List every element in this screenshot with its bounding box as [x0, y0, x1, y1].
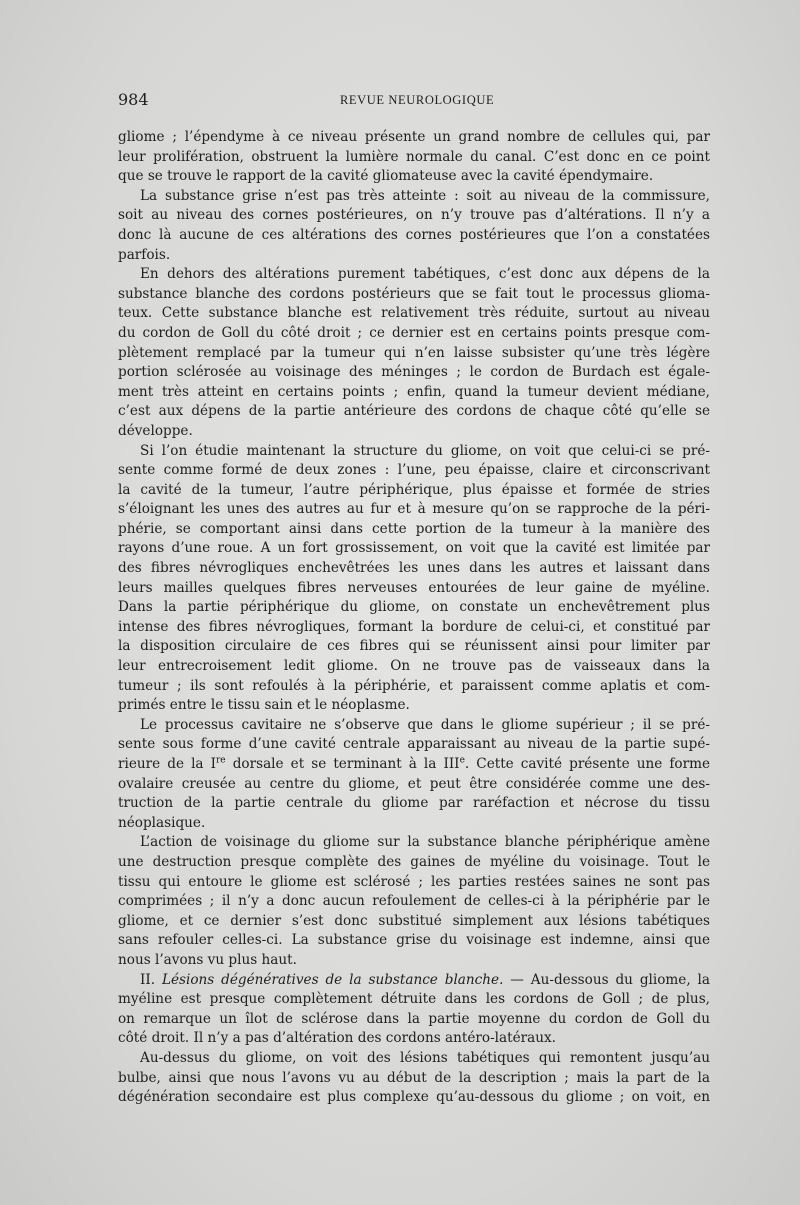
text-line: Le processus cavitaire ne s’observe que dans le gliome supérieur ; il se pré-	[140, 716, 710, 733]
text-line: développe.	[118, 422, 193, 439]
text-line: primés entre le tissu sain et le néoplasme.	[118, 697, 410, 714]
text-line: leur entrecroisement ledit gliome. On ne trouve pas de vaisseaux dans la	[118, 658, 710, 675]
text-line: rayons d’une roue. A un fort grossissement, on voit que la cavité est limitée par	[118, 540, 710, 557]
text-line: intense des fibres névrogliques, formant la bordure de celui-ci, et constitué par	[118, 618, 710, 635]
section-heading: Lésions dégénératives de la substance blanche.	[161, 971, 504, 988]
running-title: REVUE NEUROLOGIQUE	[340, 93, 495, 107]
text-run: — Au-dessous du gliome, la	[503, 971, 710, 988]
text-line: s’éloignant les unes des autres au fur et à mesure qu’on se rapproche de la péri-	[118, 501, 710, 518]
text-line: leur prolifération, obstruent la lumière normale du canal. C’est donc en ce point	[118, 148, 710, 165]
text-line: substance blanche des cordons postérieurs que se fait tout le processus glioma-	[118, 285, 710, 302]
text-line: sans refouler celles-ci. La substance grise du voisinage est indemne, ainsi que	[118, 932, 710, 949]
text-run: rieure de la I	[118, 756, 216, 772]
text-run: . Cette cavité présente une forme	[464, 756, 710, 772]
body-text	[118, 128, 710, 1108]
text-line: comprimées ; il n’y a donc aucun refoulement de celles-ci à la périphérie par le	[118, 893, 710, 910]
text-line: dégénération secondaire est plus complexe qu’au-dessous du gliome ; on voit, en	[118, 1089, 710, 1106]
text-line: on remarque un îlot de sclérose dans la partie moyenne du cordon de Goll du	[118, 1010, 710, 1027]
text-line	[118, 971, 710, 991]
text-line: la disposition circulaire de ces fibres qui se réunissent ainsi pour limiter par	[118, 638, 710, 655]
text-line: plètement remplacé par la tumeur qui n’en laisse subsister qu’une très légère	[118, 344, 710, 361]
text-line: ment très atteint en certains points ; enfin, quand la tumeur devient médiane,	[118, 383, 710, 400]
text-line: tumeur ; ils sont refoulés à la périphérie, et paraissent comme aplatis et com-	[118, 677, 710, 694]
text-line: L’action de voisinage du gliome sur la substance blanche périphérique amène	[140, 834, 710, 851]
text-line: néoplasique.	[118, 814, 206, 831]
text-line: sente comme formé de deux zones : l’une, peu épaisse, claire et circonscrivant	[118, 462, 710, 479]
text-line: teux. Cette substance blanche est relativement très réduite, surtout au niveau	[118, 305, 710, 322]
text-line: Au-dessus du gliome, on voit des lésions tabétiques qui remontent jusqu’au	[140, 1049, 710, 1066]
text-line: parfois.	[118, 246, 171, 263]
superscript: re	[216, 755, 226, 766]
text-line: myéline est presque complètement détruite dans les cordons de Goll ; de plus,	[118, 991, 710, 1008]
text-line: côté droit. Il n’y a pas d’altération des cordons antéro-latéraux.	[118, 1030, 556, 1047]
text-line: soit au niveau des cornes postérieures, on n’y trouve pas d’altérations. Il n’y a	[118, 207, 710, 224]
text-line: phérie, se comportant ainsi dans cette portion de la tumeur à la manière des	[118, 520, 710, 537]
text-run: dorsale et se terminant à la III	[225, 756, 460, 772]
text-line: La substance grise n’est pas très atteinte : soit au niveau de la commissure,	[140, 187, 710, 204]
text-line: du cordon de Goll du côté droit ; ce dernier est en certains points presque com-	[118, 324, 710, 341]
text-line: tissu qui entoure le gliome est sclérosé ; les parties restées saines ne sont pas	[118, 873, 710, 890]
text-line	[118, 755, 710, 775]
page-header	[118, 90, 710, 112]
text-line: truction de la partie centrale du gliome par raréfaction et nécrose du tissu	[118, 795, 710, 812]
text-line: des fibres névrogliques enchevêtrées les unes dans les autres et laissant dans	[118, 560, 710, 577]
text-line: c’est aux dépens de la partie antérieure des cordons de chaque côté qu’elle se	[118, 403, 710, 420]
text-line: Dans la partie périphérique du gliome, on constate un enchevêtrement plus	[118, 599, 710, 616]
text-line: portion sclérosée au voisinage des méninges ; le cordon de Burdach est égale-	[118, 364, 710, 381]
text-line: leurs mailles quelques fibres nerveuses entourées de leur gaine de myéline.	[118, 579, 710, 596]
text-line: gliome ; l’épendyme à ce niveau présente un grand nombre de cellules qui, par	[118, 129, 710, 145]
section-number: II.	[140, 971, 162, 988]
text-line: la cavité de la tumeur, l’autre périphérique, plus épaisse et formée de stries	[118, 481, 710, 498]
text-line: bulbe, ainsi que nous l’avons vu au début de la description ; mais la part de la	[118, 1069, 710, 1086]
text-line: ovalaire creusée au centre du gliome, et peut être considérée comme une des-	[118, 775, 710, 792]
text-line: que se trouve le rapport de la cavité gliomateuse avec la cavité épendymaire.	[118, 168, 654, 185]
text-line: gliome, et ce dernier s’est donc substitué simplement aux lésions tabétiques	[118, 912, 710, 929]
text-line: nous l’avons vu plus haut.	[118, 951, 297, 968]
superscript: e	[459, 755, 465, 766]
text-line: sente sous forme d’une cavité centrale apparaissant au niveau de la partie supé-	[118, 736, 710, 753]
text-line: Si l’on étudie maintenant la structure du gliome, on voit que celui-ci se pré-	[140, 442, 710, 459]
page-number: 984	[118, 90, 149, 109]
text-line: une destruction presque complète des gaines de myéline du voisinage. Tout le	[118, 853, 710, 870]
text-line: En dehors des altérations purement tabétiques, c’est donc aux dépens de la	[140, 266, 710, 283]
text-line: donc là aucune de ces altérations des cornes postérieures que l’on a constatées	[118, 226, 710, 243]
